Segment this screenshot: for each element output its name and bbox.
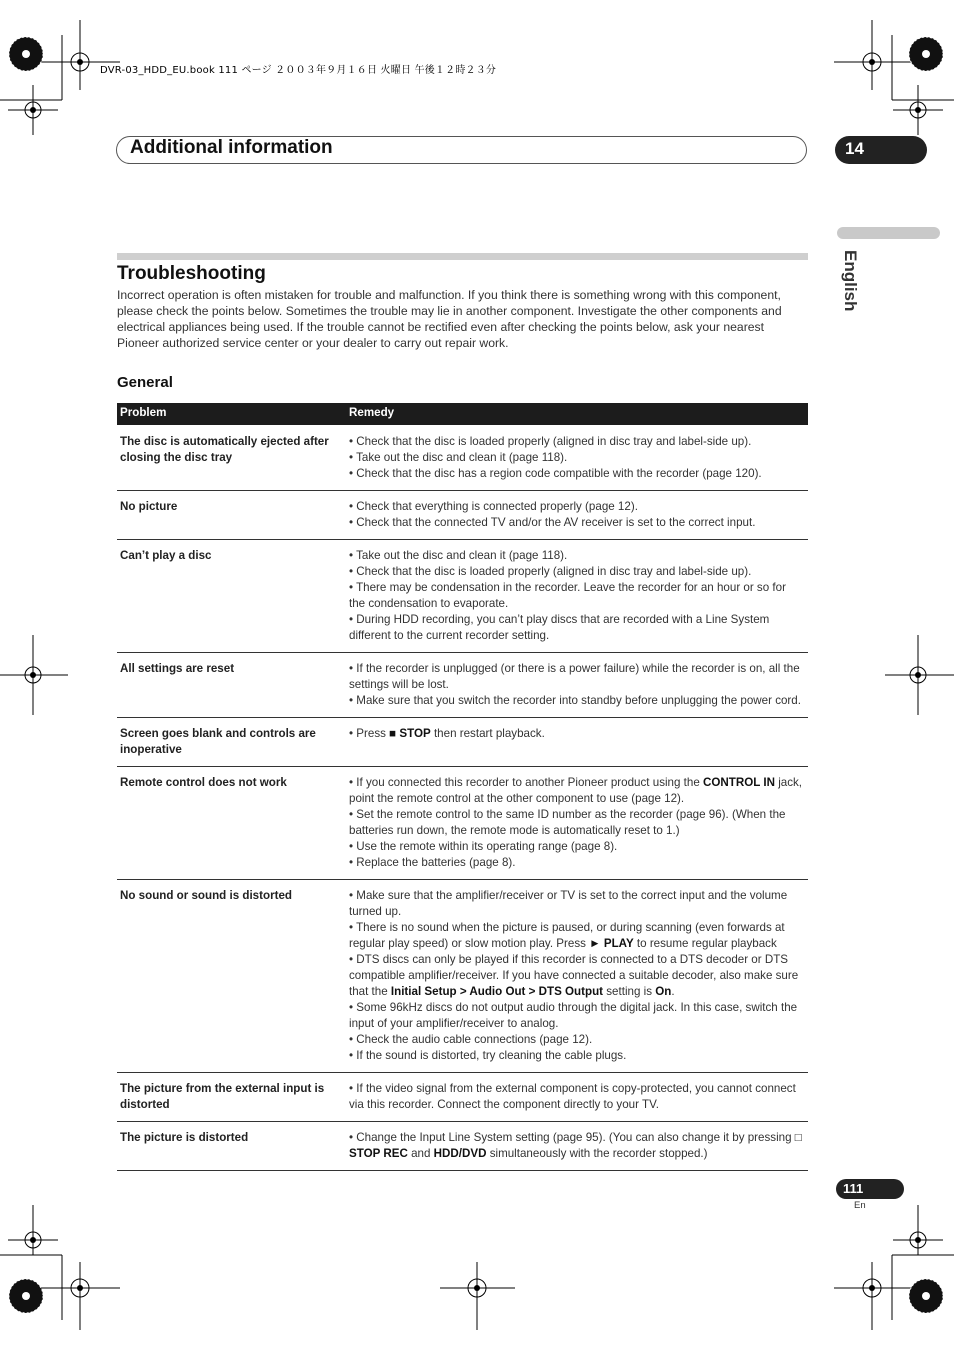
remedy-cell [341, 718, 808, 767]
remedy-text: • There is no sound when the picture is paused, or during scanning (even forwards at regular play speed) or slow motion play. Press [349, 921, 785, 950]
remedy-item [349, 1130, 804, 1162]
remedy-item: • There may be condensation in the recorder. Leave the recorder for an hour or so for the condensation to evaporate. [349, 581, 786, 610]
remedy-cell [341, 1122, 808, 1171]
remedy-item: • Make sure that you switch the recorder into standby before unplugging the power cord. [349, 694, 801, 707]
troubleshooting-table [117, 403, 808, 1171]
remedy-item: • Take out the disc and clean it (page 118). [349, 549, 568, 562]
table-row [117, 653, 808, 718]
remedy-text: • Make sure that the amplifier/receiver or TV is set to the correct input and the volume turned up. [349, 889, 788, 918]
remedy-text: • Replace the batteries (page 8). [349, 856, 516, 869]
remedy-emphasis: ■ STOP [389, 727, 431, 740]
remedy-item: • If the recorder is unplugged (or there is a power failure) while the recorder is on, all the settings will be lost. [349, 662, 800, 691]
remedy-text: setting is [603, 985, 656, 998]
table-row [117, 540, 808, 653]
remedy-text: . [671, 985, 675, 998]
table-header-row [117, 403, 808, 425]
section-title: Troubleshooting [117, 263, 266, 284]
remedy-text: • If you connected this recorder to another Pioneer product using the [349, 776, 704, 789]
table-row [117, 1073, 808, 1122]
table-row [117, 491, 808, 540]
language-tab-bar [837, 227, 940, 239]
remedy-emphasis: ► PLAY [589, 937, 634, 950]
remedy-emphasis: □ STOP REC [349, 1131, 802, 1160]
remedy-cell [341, 653, 808, 718]
remedy-emphasis: Initial Setup > Audio Out > DTS Output [390, 985, 604, 998]
remedy-item [349, 807, 804, 839]
remedy-item [349, 855, 804, 871]
table-row [117, 767, 808, 880]
header-remedy: Remedy [341, 403, 808, 425]
remedy-item [349, 1000, 804, 1032]
problem-cell: All settings are reset [117, 653, 341, 718]
problem-cell: No sound or sound is distorted [117, 880, 341, 1073]
remedy-item [349, 920, 804, 952]
remedy-item: • Check that the disc is loaded properly (aligned in disc tray and label-side up). [349, 435, 752, 448]
remedy-text: jack, point the remote control at the other component to use (page 12). [349, 776, 803, 805]
remedy-text: then restart playback. [430, 727, 545, 740]
remedy-item [349, 1032, 804, 1048]
remedy-item: • Check that the disc is loaded properly (aligned in disc tray and label-side up). [349, 565, 752, 578]
page-language: En [854, 1200, 866, 1211]
remedy-emphasis: HDD/DVD [433, 1147, 487, 1160]
chapter-title: Additional information [130, 137, 333, 158]
remedy-cell [341, 1073, 808, 1122]
problem-cell: The picture is distorted [117, 1122, 341, 1171]
table-row [117, 718, 808, 767]
print-info-line: DVR-03_HDD_EU.book 111 ページ ２００３年９月１６日 火曜日 午後１２時２３分 [100, 65, 497, 76]
remedy-item: • If the video signal from the external component is copy-protected, you cannot connect via this recorder. Connect the component directly to your TV. [349, 1082, 796, 1111]
remedy-item: • Check that the connected TV and/or the AV receiver is set to the correct input. [349, 516, 756, 529]
language-tab-label: English [841, 250, 860, 312]
table-row [117, 880, 808, 1073]
remedy-item: • Check that everything is connected properly (page 12). [349, 500, 638, 513]
problem-cell: Remote control does not work [117, 767, 341, 880]
remedy-text: • Use the remote within its operating range (page 8). [349, 840, 618, 853]
remedy-text: • Check the audio cable connections (page 12). [349, 1033, 593, 1046]
remedy-text: • If the sound is distorted, try cleaning the cable plugs. [349, 1049, 627, 1062]
remedy-item: • Check that the disc has a region code compatible with the recorder (page 120). [349, 467, 762, 480]
problem-cell: Screen goes blank and controls are inoperative [117, 718, 341, 767]
remedy-text: • DTS discs can only be played if this recorder is connected to a DTS decoder or DTS compatible amplifier/receiver. If you have connected a suitable decoder, also make sure that the [349, 953, 799, 998]
table-row [117, 1122, 808, 1171]
problem-cell: No picture [117, 491, 341, 540]
remedy-item [349, 1048, 804, 1064]
table-body [117, 425, 808, 1171]
remedy-cell [341, 540, 808, 653]
remedy-item: • During HDD recording, you can’t play discs that are recorded with a Line System different to the current recorder setting. [349, 613, 770, 642]
header-problem: Problem [117, 403, 341, 425]
remedy-text: • Change the Input Line System setting (page 95). (You can also change it by pressing [349, 1131, 795, 1144]
remedy-item [349, 888, 804, 920]
remedy-text: simultaneously with the recorder stopped.) [486, 1147, 708, 1160]
remedy-item [349, 839, 804, 855]
remedy-item [349, 952, 804, 1000]
remedy-text: • Some 96kHz discs do not output audio through the digital jack. In this case, switch the input of your amplifier/receiver to analog. [349, 1001, 798, 1030]
remedy-emphasis: On [655, 985, 672, 998]
table-row [117, 425, 808, 491]
chapter-number: 14 [845, 139, 864, 158]
remedy-text: to resume regular playback [633, 937, 777, 950]
subsection-title: General [117, 374, 173, 391]
remedy-cell [341, 425, 808, 491]
remedy-item [349, 775, 804, 807]
remedy-emphasis: CONTROL IN [703, 776, 775, 789]
remedy-text: • Press [349, 727, 390, 740]
problem-cell: The picture from the external input is distorted [117, 1073, 341, 1122]
section-rule [117, 253, 808, 260]
page-number: 111 [843, 1181, 864, 1196]
remedy-cell [341, 491, 808, 540]
problem-cell: The disc is automatically ejected after closing the disc tray [117, 425, 341, 491]
problem-cell: Can’t play a disc [117, 540, 341, 653]
remedy-cell [341, 767, 808, 880]
remedy-text: • Set the remote control to the same ID number as the recorder (page 96). (When the batteries run down, the remote mode is automatically reset to 1.) [349, 808, 786, 837]
remedy-cell [341, 880, 808, 1073]
remedy-item: • Take out the disc and clean it (page 118). [349, 451, 568, 464]
remedy-text: and [407, 1147, 434, 1160]
remedy-item [349, 726, 804, 742]
intro-paragraph: Incorrect operation is often mistaken for trouble and malfunction. If you think there is something wrong with this component, please check the points below. Sometimes the trouble may lie in another component. Investigate the other components and electrical appliances being used. If the trouble cannot be rectified even after checking the points below, ask your nearest Pioneer authorized service center or your dealer to carry out repair work. [117, 288, 782, 350]
